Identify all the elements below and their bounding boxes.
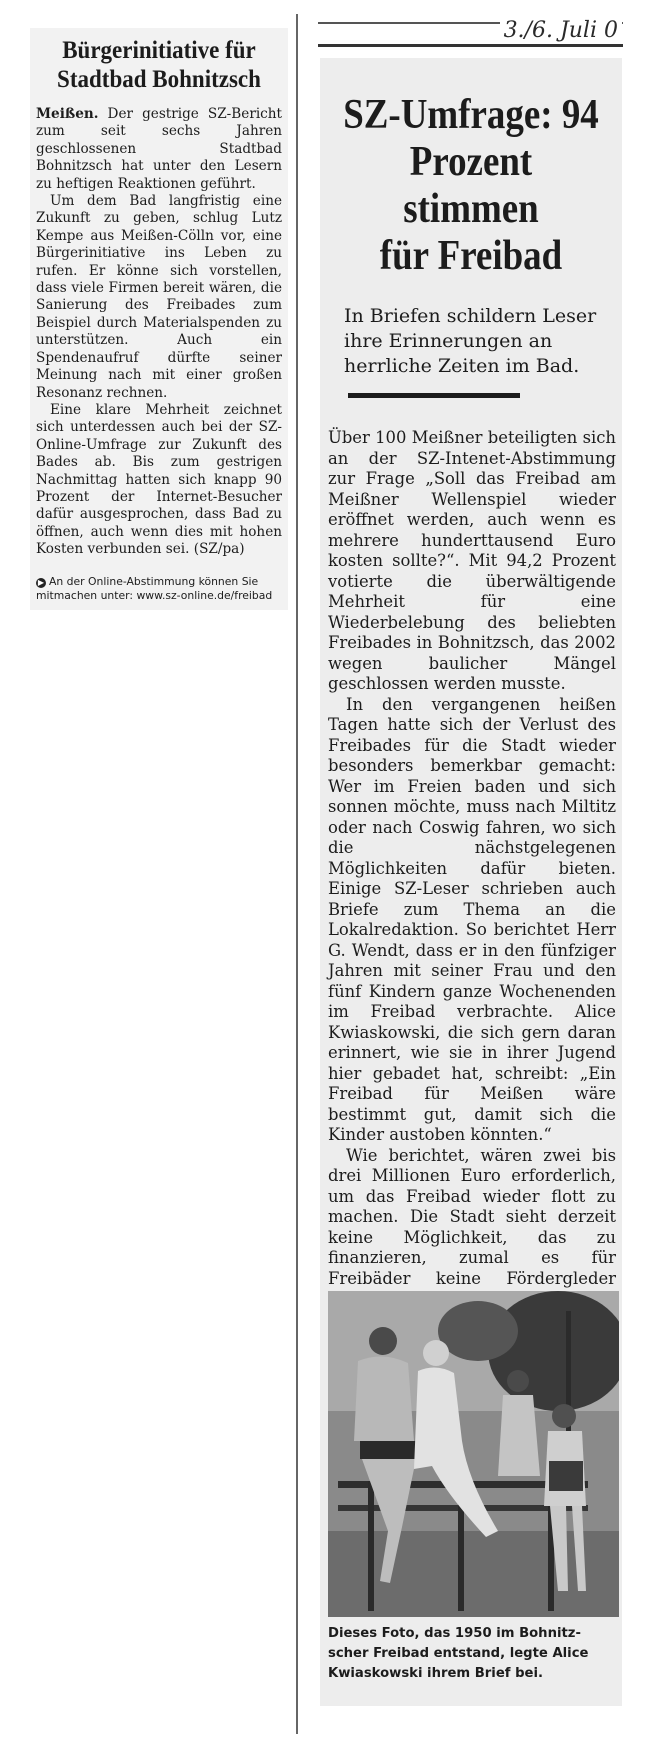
right-headline-line-2: Prozent stimmen (403, 139, 539, 232)
left-paragraph-1 (36, 106, 282, 193)
left-paragraph-1-text: Der gestrige SZ-Bericht zum seit sechs Jahren geschlossenen Stadtbad Bohnitzsch hat unter den Lesern zu heftigen Reaktionen geführt. (36, 106, 282, 192)
caption-line-1: Dieses Foto, das 1950 im Bohnitz- (328, 1626, 581, 1641)
right-paragraph-1: Über 100 Meißner beteiligten sich an der SZ-Intenet-Abstimmung zur Frage „Soll das Freibad am Meißner Wellenspiel wieder eröffnet werden, auch wenn es mehrere hunderttausend Euro kosten sollte?“. Mit 94,2 Prozent votierte die überwältigende Mehrheit für eine Wiederbelebung des beliebten Freibades in Bohnitzsch, das 2002 wegen baulicher Mängel geschlossen werden musste. (328, 428, 616, 693)
left-online-note-text: An der Online-Abstimmung können Sie mitmachen unter: www.sz-online.de/freibad (36, 574, 273, 602)
left-article (30, 28, 288, 610)
subheadline-rule (348, 393, 520, 398)
right-paragraph-3: Wie berichtet, wären zwei bis drei Millionen Euro erforderlich, um das Freibad wieder flott zu machen. Die Stadt sieht derzeit keine Möglichkeit, das zu finanzieren, zumal es für Freibäder keine Fördergleder (328, 1145, 616, 1288)
left-headline-line-2: Stadtbad Bohnitzsch (57, 66, 261, 93)
handwritten-date: 3./6. Juli 0 (500, 18, 622, 43)
photo-caption (328, 1624, 619, 1684)
left-dateline: Meißen. (36, 106, 99, 122)
caption-line-2: scher Freibad entstand, legte Alice (328, 1646, 589, 1661)
caption-line-3: Kwiaskowski ihrem Brief bei. (328, 1666, 544, 1681)
masthead-rule-bottom (318, 44, 623, 47)
right-subheadline-line-1: In Briefen schildern Leser (344, 305, 597, 327)
right-headline-line-3: für Freibad (379, 233, 563, 279)
left-headline-line-1: Bürgerinitiative für (62, 37, 256, 64)
right-headline-line-1: SZ-Umfrage: 94 (343, 92, 599, 138)
left-paragraph-3: Eine klare Mehrheit zeichnet sich unterdessen auch bei der SZ-Online-Umfrage zur Zukunft des Bades ab. Bis zum gestrigen Nachmittag hatten sich knapp 90 Prozent der Internet-Besucher dafür ausgesprochen, dass Bad zu öffnen, auch wenn dies mit hohen Kosten verbunden sei. (SZ/pa) (36, 401, 282, 558)
right-subheadline (344, 304, 612, 379)
right-subheadline-line-2: ihre Erinnerungen an (344, 330, 553, 352)
arrow-bullet-icon: ▶ (37, 577, 45, 587)
right-subheadline-line-3: herrliche Zeiten im Bad. (344, 355, 580, 377)
left-headline (40, 36, 277, 94)
right-paragraph-2: In den vergangenen heißen Tagen hatte sich der Verlust des Freibades für die Stadt wieder besonders bemerkbar gemacht: Wer im Freien baden und sich sonnen möchte, muss nach Miltitz oder nach Coswig fahren, wo sich die nächstgelegenen Möglichkeiten dafür bieten. Einige SZ-Leser schrieben auch Briefe zum Thema an die Lokalredaktion. So berichtet Herr G. Wendt, dass er in den fünfziger Jahren mit seiner Frau und den fünf Kindern ganze Wochenenden im Freibad verbrachte. Alice Kwiaskowski, die sich gern daran erinnert, wie sie in ihrer Jugend hier gebadet hat, schreibt: „Ein Freibad für Meißen wäre bestimmt gut, damit sich die Kinder austoben könnten.“ (328, 694, 616, 1144)
photo-illustration (328, 1291, 619, 1617)
left-paragraph-2: Um dem Bad langfristig eine Zukunft zu geben, schlug Lutz Kempe aus Meißen-Cölln vor, eine Bürgerinitiative ins Leben zu rufen. Er könne sich vorstellen, dass viele Firmen bereit wären, die Sanierung des Freibades zum Beispiel durch Materialspenden zu unterstützen. Auch ein Spendenaufruf dürfte seiner Meinung nach mit einer großen Resonanz rechnen. (36, 193, 282, 401)
historic-photo (328, 1291, 619, 1617)
column-divider (296, 14, 298, 1734)
masthead-strip (318, 14, 628, 54)
right-headline (338, 92, 604, 280)
left-online-note (36, 575, 282, 603)
